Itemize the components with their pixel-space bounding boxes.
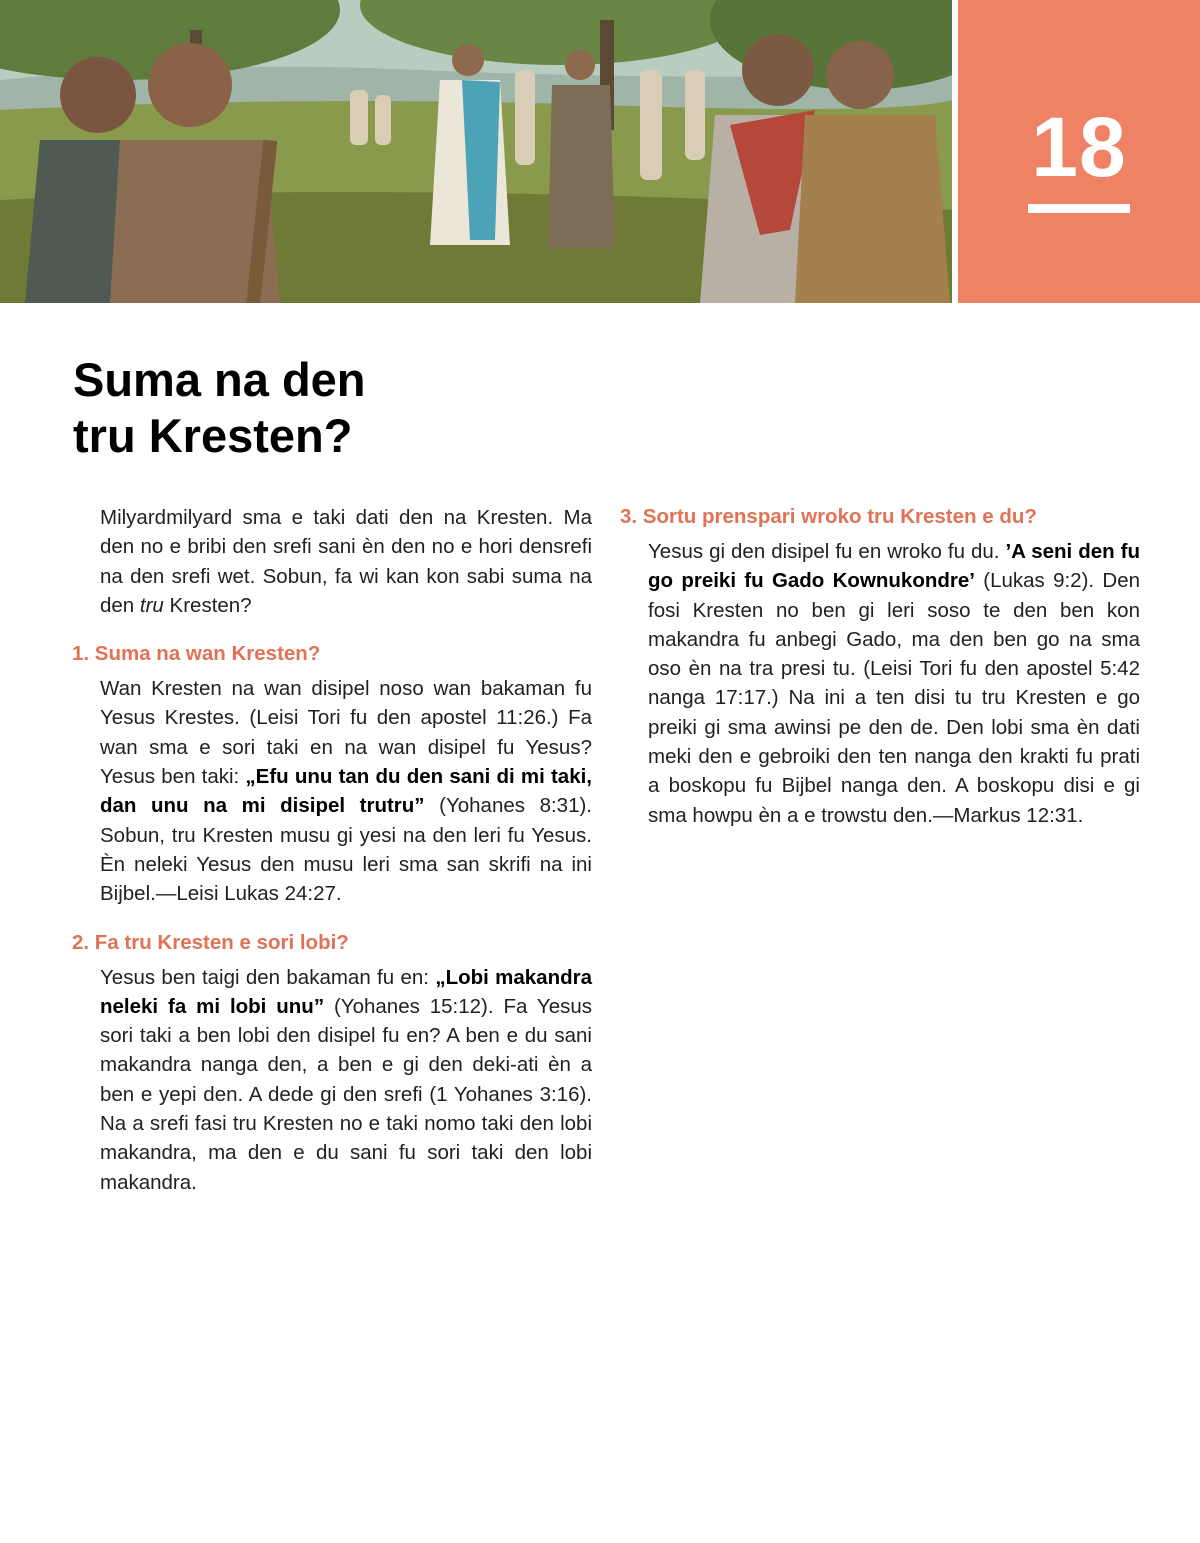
question-3-heading: 3. Sortu prenspari wroko tru Kresten e du? [620, 505, 1037, 528]
chapter-number: 18 [1031, 100, 1127, 194]
intro-text-b: Kresten? [163, 593, 252, 617]
intro-text-a: Milyardmilyard sma e taki dati den na Kresten. Ma den no e bribi den srefi sani èn den no e hori densrefi na den srefi wet. Sobun, fa wi kan kon sabi suma na den [100, 506, 592, 617]
answer-1-text-a: Wan Kresten na wan disipel noso wan bakaman fu Yesus Krestes. (Leisi Tori fu den apostel 11:26.) Fa wan sma e sori taki en na wan disipel fu Yesus? Yesus ben taki: [100, 677, 592, 789]
answer-2-quote: „Lobi makandra neleki fa mi lobi unu” [100, 965, 593, 1018]
title-line-1: Suma na den [73, 353, 366, 406]
question-1-heading: 1. Suma na wan Kresten? [72, 642, 321, 666]
answer-1-text-b: (Yohanes 8:31). Sobun, tru Kresten musu gi yesi na den leri fu Yesus. Èn neleki Yesus den musu leri sma san skrifi na ini Bijbel.—Leisi Lukas 24:27. [100, 794, 592, 906]
answer-1-quote: „Efu unu tan du den sani di mi taki, dan unu na mi disipel trutru” [100, 765, 593, 818]
answer-3-quote: ’A seni den fu go preiki fu Gado Kownukondre’ [648, 540, 1140, 593]
answer-3-text-a: Yesus gi den disipel fu en wroko fu du. [648, 540, 1006, 563]
title-line-2: tru Kresten? [73, 409, 353, 462]
question-1-answer [72, 674, 592, 908]
answer-3-text-b: (Lukas 9:2). Den fosi Kresten no ben gi leri soso te den ben kon makandra fu anbegi Gado, ma den ben go na sma oso èn na tra presi tu. (Leisi Tori fu den apostel 5:42 nanga 17:17.) Na ini a ten disi tu tru Kresten e go preiki gi sma awinsi pe den de. Den lobi sma èn dati meki den e gebroiki den ten nanga den krakti fu prati a boskopu fu Bijbel nanga den. A boskopu disi e gi sma howpu èn a e trowstu den.—Markus 12:31. [648, 569, 1140, 827]
chapter-underline [1028, 204, 1130, 213]
left-column [72, 503, 592, 1197]
answer-2-text-a: Yesus ben taigi den bakaman fu en: [100, 965, 436, 989]
question-3-answer [620, 537, 1140, 830]
chapter-badge [958, 0, 1200, 303]
intro-paragraph [72, 503, 592, 620]
intro-emphasis: tru [139, 593, 164, 617]
header-illustration [0, 0, 952, 303]
right-column [620, 503, 1140, 830]
question-2-answer [72, 963, 592, 1197]
answer-2-text-b: (Yohanes 15:12). Fa Yesus sori taki a ben lobi den disipel fu en? A ben e du sani makandra nanga den, a ben e gi den deki-ati èn a ben e yepi den. A dede gi den srefi (1 Yohanes 3:16). Na a srefi fasi tru Kresten no e taki nomo taki den lobi makandra, ma den e du sani fu sori taki den lobi makandra. [100, 994, 592, 1194]
disciples-walking-scene [0, 0, 952, 303]
question-2-heading: 2. Fa tru Kresten e sori lobi? [72, 930, 349, 954]
page-title [73, 352, 593, 464]
